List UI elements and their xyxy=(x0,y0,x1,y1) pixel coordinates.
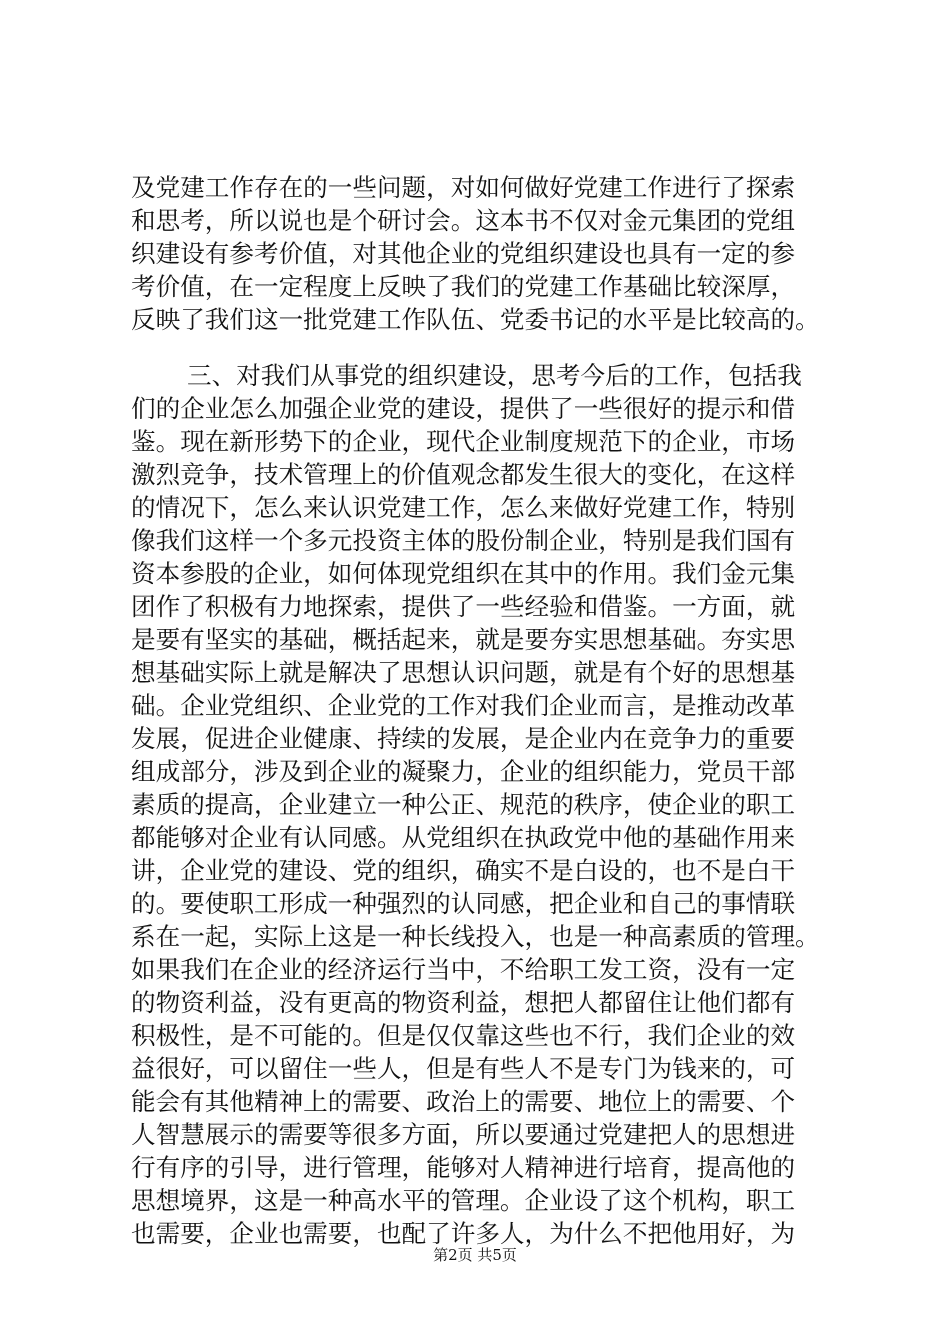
text-line: 素质的提高，企业建立一种公正、规范的秩序，使企业的职工 xyxy=(131,790,796,819)
text-line: 的物资利益，没有更高的物资利益，想把人都留住让他们都有 xyxy=(131,988,796,1017)
text-line: 组成部分，涉及到企业的凝聚力，企业的组织能力，党员干部 xyxy=(131,757,796,786)
text-line: 想基础实际上就是解决了思想认识问题，就是有个好的思想基 xyxy=(131,658,796,687)
text-line: 考价值，在一定程度上反映了我们的党建工作基础比较深厚， xyxy=(131,272,796,301)
text-line: 像我们这样一个多元投资主体的股份制企业，特别是我们国有 xyxy=(131,526,796,555)
page-indicator: 第2页 共5页 xyxy=(433,1246,517,1264)
text-line: 团作了积极有力地探索，提供了一些经验和借鉴。一方面，就 xyxy=(131,592,796,621)
text-line: 行有序的引导，进行管理，能够对人精神进行培育，提高他的 xyxy=(131,1153,796,1182)
text-line: 和思考，所以说也是个研讨会。这本书不仅对金元集团的党组 xyxy=(131,206,796,235)
text-line: 织建设有参考价值，对其他企业的党组织建设也具有一定的参 xyxy=(131,239,796,268)
text-line: 及党建工作存在的一些问题，对如何做好党建工作进行了探索 xyxy=(131,173,796,202)
text-line: 们的企业怎么加强企业党的建设，提供了一些很好的提示和借 xyxy=(131,394,796,423)
text-line: 的。要使职工形成一种强烈的认同感，把企业和自己的事情联 xyxy=(131,889,796,918)
text-line: 思想境界，这是一种高水平的管理。企业设了这个机构，职工 xyxy=(131,1186,796,1215)
text-line: 激烈竞争，技术管理上的价值观念都发生很大的变化，在这样 xyxy=(131,460,796,489)
text-line: 讲，企业党的建设、党的组织，确实不是白设的，也不是白干 xyxy=(131,856,796,885)
text-line: 也需要，企业也需要，也配了许多人，为什么不把他用好，为 xyxy=(131,1219,796,1248)
text-line: 鉴。现在新形势下的企业，现代企业制度规范下的企业，市场 xyxy=(131,427,796,456)
text-line: 资本参股的企业，如何体现党组织在其中的作用。我们金元集 xyxy=(131,559,796,588)
text-line: 益很好，可以留住一些人，但是有些人不是专门为钱来的，可 xyxy=(131,1054,796,1083)
text-line: 能会有其他精神上的需要、政治上的需要、地位上的需要、个 xyxy=(131,1087,796,1116)
text-line: 是要有坚实的基础，概括起来，就是要夯实思想基础。夯实思 xyxy=(131,625,796,654)
text-line: 都能够对企业有认同感。从党组织在执政党中他的基础作用来 xyxy=(131,823,796,852)
text-line: 础。企业党组织、企业党的工作对我们企业而言，是推动改革 xyxy=(131,691,796,720)
text-line: 如果我们在企业的经济运行当中，不给职工发工资，没有一定 xyxy=(131,955,796,984)
text-line: 积极性，是不可能的。但是仅仅靠这些也不行，我们企业的效 xyxy=(131,1021,796,1050)
text-line: 反映了我们这一批党建工作队伍、党委书记的水平是比较高的。 xyxy=(131,305,820,334)
text-line: 人智慧展示的需要等很多方面，所以要通过党建把人的思想进 xyxy=(131,1120,796,1149)
text-line: 三、对我们从事党的组织建设，思考今后的工作，包括我 xyxy=(187,361,802,390)
text-line: 的情况下，怎么来认识党建工作，怎么来做好党建工作，特别 xyxy=(131,493,796,522)
text-line: 系在一起，实际上这是一种长线投入，也是一种高素质的管理。 xyxy=(131,922,820,951)
text-line: 发展，促进企业健康、持续的发展，是企业内在竞争力的重要 xyxy=(131,724,796,753)
